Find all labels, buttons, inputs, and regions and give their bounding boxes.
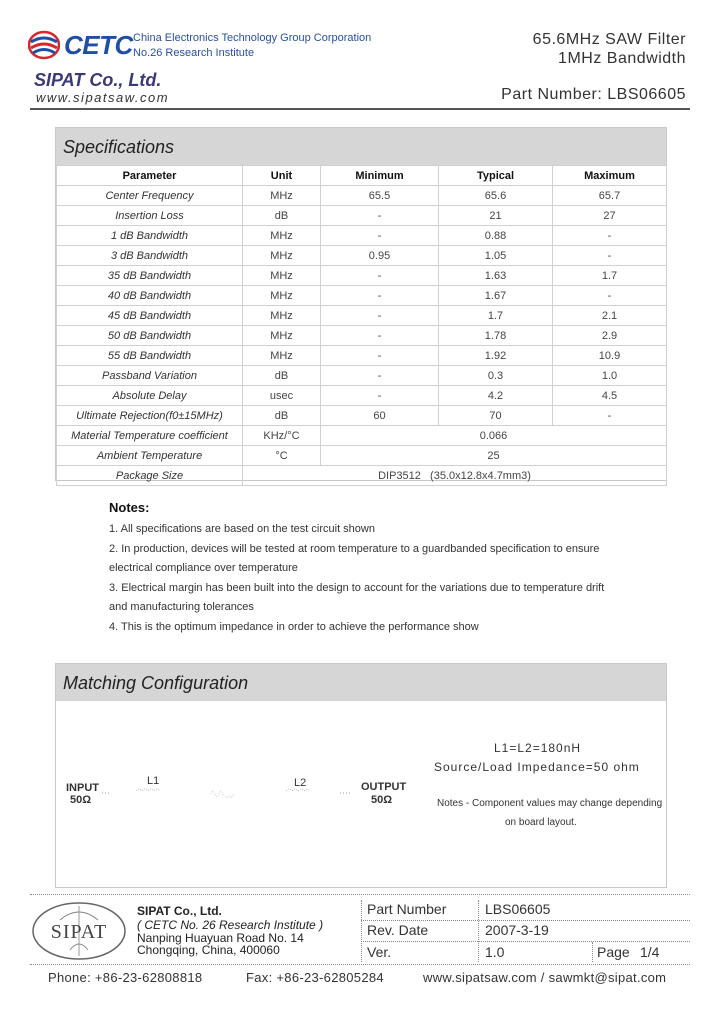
page-value: 1/4: [640, 944, 660, 960]
min-cell: -: [321, 306, 439, 326]
param-cell: 3 dB Bandwidth: [57, 246, 243, 266]
header-divider: [30, 108, 690, 110]
max-cell: -: [553, 246, 667, 266]
max-cell: 1.7: [553, 266, 667, 286]
footer-row-divider: [361, 941, 690, 942]
param-cell: Center Frequency: [57, 186, 243, 206]
max-cell: 2.9: [553, 326, 667, 346]
rev-date-label: Rev. Date: [367, 922, 429, 938]
table-row: [57, 346, 667, 366]
param-cell: 55 dB Bandwidth: [57, 346, 243, 366]
note-line: 3. Electrical margin has been built into the design to account for the variations due to temperature drift: [109, 581, 605, 594]
unit-cell: MHz: [243, 346, 321, 366]
max-cell: 4.5: [553, 386, 667, 406]
output-label: OUTPUT: [361, 781, 407, 793]
typ-cell: 0.3: [439, 366, 553, 386]
column-header: Parameter: [57, 166, 243, 186]
max-cell: -: [553, 286, 667, 306]
output-impedance: 50Ω: [371, 794, 393, 806]
param-cell: Passband Variation: [57, 366, 243, 386]
matching-note: on board layout.: [505, 817, 577, 828]
notes-section: [109, 500, 669, 637]
matching-note: Notes - Component values may change depending: [437, 798, 663, 809]
part-number-label: Part Number: [367, 901, 447, 917]
specifications-body: [57, 186, 667, 486]
website-link[interactable]: www.sipatsaw.com: [36, 90, 170, 105]
max-cell: 27: [553, 206, 667, 226]
typ-cell: 70: [439, 406, 553, 426]
table-row: [57, 266, 667, 286]
param-cell: Insertion Loss: [57, 206, 243, 226]
footer-phone: Phone: +86-23-62808818: [48, 970, 203, 985]
footer-column-divider: [361, 900, 362, 962]
min-cell: 65.5: [321, 186, 439, 206]
value-cell: DIP3512 (35.0x12.8x4.7mm3): [243, 466, 667, 486]
value-cell: 25: [321, 446, 667, 466]
input-impedance: 50Ω: [70, 794, 92, 806]
max-cell: 65.7: [553, 186, 667, 206]
min-cell: -: [321, 206, 439, 226]
param-cell: 40 dB Bandwidth: [57, 286, 243, 306]
unit-cell: usec: [243, 386, 321, 406]
param-cell: Absolute Delay: [57, 386, 243, 406]
typ-cell: 4.2: [439, 386, 553, 406]
max-cell: -: [553, 406, 667, 426]
matching-title: Matching Configuration: [56, 664, 666, 701]
footer-address-line: Chongqing, China, 400060: [137, 943, 280, 957]
column-header: Maximum: [553, 166, 667, 186]
note-line: 4. This is the optimum impedance in order to achieve the performance show: [109, 620, 479, 633]
org-name: China Electronics Technology Group Corporation: [133, 32, 372, 44]
l2-label: L2: [294, 777, 307, 789]
param-cell: Package Size: [57, 466, 243, 486]
input-label: INPUT: [66, 782, 99, 794]
typ-cell: 1.67: [439, 286, 553, 306]
table-row: [57, 306, 667, 326]
part-number-value: LBS06605: [485, 901, 551, 917]
sipat-logo-icon: [30, 900, 128, 962]
svg-text:SIPAT: SIPAT: [50, 921, 108, 943]
param-cell: Material Temperature coefficient: [57, 426, 243, 446]
product-subtitle: 1MHz Bandwidth: [558, 50, 686, 67]
unit-cell: MHz: [243, 246, 321, 266]
table-row: [57, 426, 667, 446]
max-cell: 10.9: [553, 346, 667, 366]
footer-row-divider: [361, 920, 690, 921]
table-row: [57, 186, 667, 206]
min-cell: -: [321, 326, 439, 346]
part-number-heading: Part Number: LBS06605: [501, 86, 686, 103]
min-cell: -: [321, 286, 439, 306]
unit-cell: MHz: [243, 326, 321, 346]
unit-cell: MHz: [243, 306, 321, 326]
unit-cell: KHz/°C: [243, 426, 321, 446]
specifications-section: [55, 127, 667, 481]
table-row: [57, 226, 667, 246]
table-row: [57, 246, 667, 266]
min-cell: -: [321, 266, 439, 286]
min-cell: -: [321, 226, 439, 246]
table-header-row: [57, 166, 667, 186]
param-cell: Ambient Temperature: [57, 446, 243, 466]
footer-institute: ( CETC No. 26 Research Institute ): [137, 918, 324, 932]
max-cell: 1.0: [553, 366, 667, 386]
typ-cell: 21: [439, 206, 553, 226]
matching-section: [55, 663, 667, 888]
param-cell: Ultimate Rejection(f0±15MHz): [57, 406, 243, 426]
typ-cell: 1.7: [439, 306, 553, 326]
typ-cell: 0.88: [439, 226, 553, 246]
l1-label: L1: [147, 775, 160, 787]
note-line: 1. All specifications are based on the test circuit shown: [109, 523, 375, 535]
column-header: Unit: [243, 166, 321, 186]
table-row: [57, 466, 667, 486]
typ-cell: 1.78: [439, 326, 553, 346]
column-header: Minimum: [321, 166, 439, 186]
param-cell: 35 dB Bandwidth: [57, 266, 243, 286]
footer-company: SIPAT Co., Ltd.: [137, 904, 222, 918]
table-row: [57, 406, 667, 426]
unit-cell: MHz: [243, 226, 321, 246]
company-name: SIPAT Co., Ltd.: [34, 70, 162, 90]
table-row: [57, 286, 667, 306]
unit-cell: MHz: [243, 186, 321, 206]
value-cell: 0.066: [321, 426, 667, 446]
unit-cell: dB: [243, 206, 321, 226]
footer-divider: [30, 964, 690, 965]
typ-cell: 1.92: [439, 346, 553, 366]
footer-column-divider: [592, 942, 593, 962]
note-line: 2. In production, devices will be tested at room temperature to a guardbanded specification to ensure: [109, 542, 600, 555]
cetc-logo-text: CETC: [64, 30, 133, 60]
typ-cell: 65.6: [439, 186, 553, 206]
table-row: [57, 206, 667, 226]
version-label: Ver.: [367, 944, 392, 960]
cetc-logo-icon: [28, 30, 60, 60]
note-line: electrical compliance over temperature: [109, 562, 298, 574]
table-row: [57, 446, 667, 466]
page-label: Page: [597, 944, 630, 960]
table-row: [57, 326, 667, 346]
max-cell: 2.1: [553, 306, 667, 326]
org-subname: No.26 Research Institute: [133, 47, 255, 59]
note-line: and manufacturing tolerances: [109, 601, 254, 613]
unit-cell: MHz: [243, 286, 321, 306]
product-title: 65.6MHz SAW Filter: [532, 31, 686, 48]
min-cell: -: [321, 346, 439, 366]
column-header: Typical: [439, 166, 553, 186]
typ-cell: 1.63: [439, 266, 553, 286]
max-cell: -: [553, 226, 667, 246]
param-cell: 50 dB Bandwidth: [57, 326, 243, 346]
specifications-title: Specifications: [56, 128, 666, 165]
min-cell: -: [321, 366, 439, 386]
notes-title: Notes:: [109, 500, 150, 515]
impedance-spec: Source/Load Impedance=50 ohm: [434, 760, 640, 774]
unit-cell: dB: [243, 366, 321, 386]
typ-cell: 1.05: [439, 246, 553, 266]
param-cell: 45 dB Bandwidth: [57, 306, 243, 326]
specifications-table: [56, 165, 667, 486]
inductor-values: L1=L2=180nH: [494, 741, 582, 755]
footer-fax: Fax: +86-23-62805284: [246, 970, 384, 985]
table-row: [57, 366, 667, 386]
unit-cell: °C: [243, 446, 321, 466]
footer-divider: [30, 894, 690, 895]
param-cell: 1 dB Bandwidth: [57, 226, 243, 246]
unit-cell: dB: [243, 406, 321, 426]
footer-web-email[interactable]: www.sipatsaw.com / sawmkt@sipat.com: [423, 970, 667, 985]
unit-cell: MHz: [243, 266, 321, 286]
footer-address-line: Nanping Huayuan Road No. 14: [137, 931, 304, 945]
rev-date-value: 2007-3-19: [485, 922, 549, 938]
table-row: [57, 386, 667, 406]
version-value: 1.0: [485, 944, 505, 960]
min-cell: 0.95: [321, 246, 439, 266]
footer-column-divider: [478, 900, 479, 962]
min-cell: 60: [321, 406, 439, 426]
min-cell: -: [321, 386, 439, 406]
